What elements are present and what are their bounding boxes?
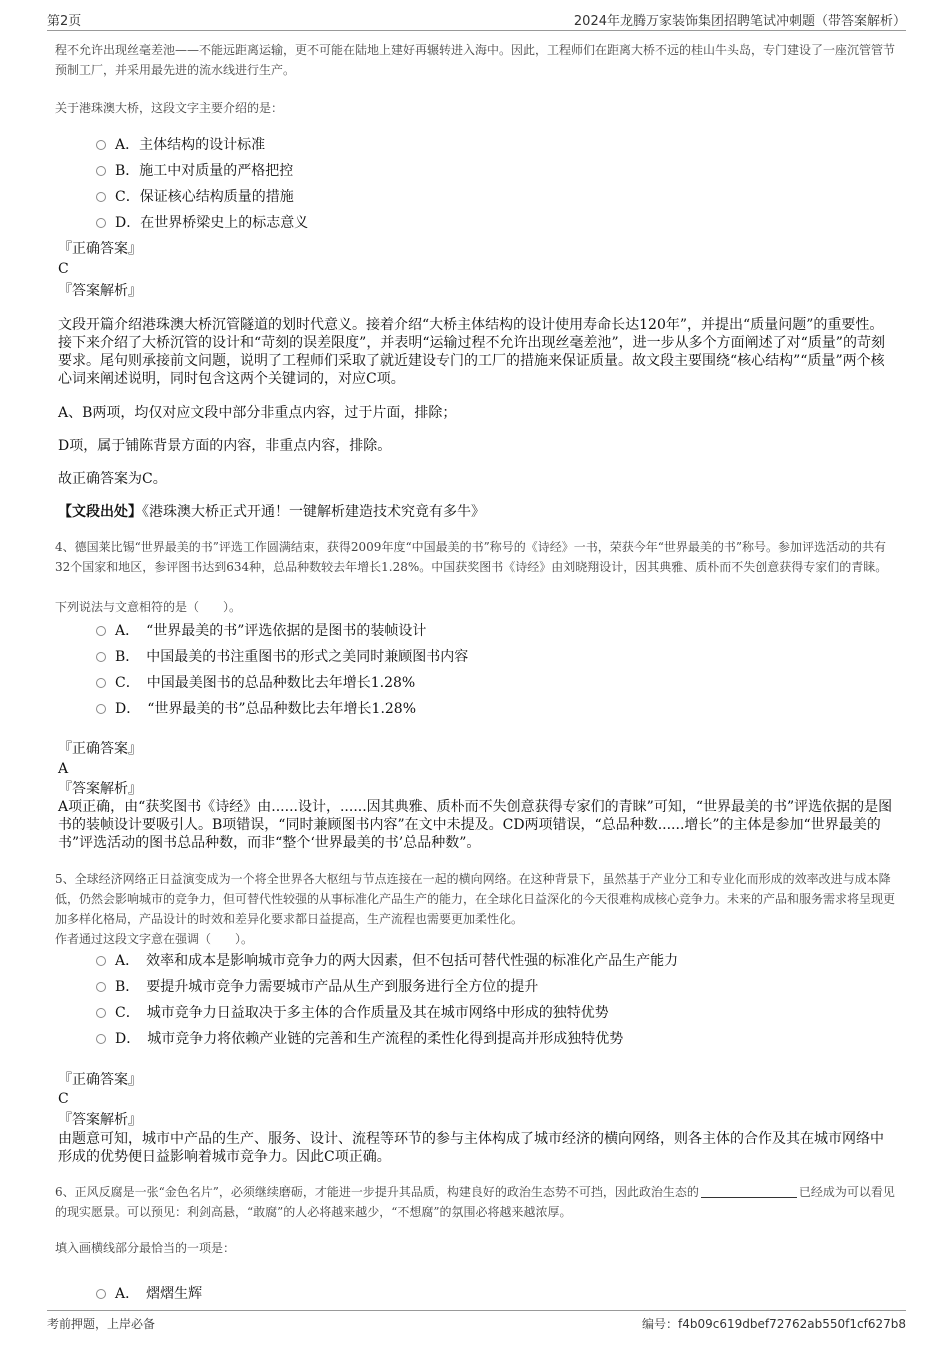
q4-answer: A (58, 761, 69, 777)
radio-icon[interactable] (96, 704, 106, 714)
q4-answer-label: 『正确答案』 (58, 741, 142, 757)
radio-icon[interactable] (96, 956, 106, 966)
q6-option-a[interactable]: A． 熠熠生辉 (96, 1285, 202, 1303)
q5-analysis-label: 『答案解析』 (58, 1112, 142, 1128)
q3-option-b[interactable]: B．施工中对质量的严格把控 (96, 162, 293, 180)
radio-icon[interactable] (96, 652, 106, 662)
q5-passage: 5、全球经济网络正日益演变成为一个将全世界各大枢纽与节点连接在一起的横向网络。在这种背景下，虽然基于产业分工和专业化而形成的效率改进与成本降低，仍然会影响城市的竞争力，但可替代性较强的从事标准化产品生产的能力，在全球化日益深化的今天很难构成核心竞争力。未来的产品和服务需求将呈现更加多样化格局，产品设计的时效和差异化要求都日益提高，生产流程也需要更加柔性化。 (55, 872, 896, 926)
page-footer (47, 1310, 906, 1331)
radio-icon[interactable] (96, 1008, 106, 1018)
page-number: 第2页 (47, 14, 82, 29)
radio-icon[interactable] (96, 1034, 106, 1044)
q4-option-d[interactable]: D． “世界最美的书”总品种数比去年增长1.28% (96, 700, 416, 718)
q3-passage-tail: 程不允许出现丝毫差池——不能远距离运输，更不可能在陆地上建好再辗转进入海中。因此，工程师们在距离大桥不远的桂山牛头岛，专门建设了一座沉管管节预制工厂，并采用最先进的流水线进行生产。 (55, 43, 896, 77)
q4-analysis: A项正确，由“获奖图书《诗经》由......设计，......因其典雅、质朴而不失创意获得专家们的青睐”可知，“世界最美的书”评选依据的是图书的装帧设计要吸引人。B项错误，“同时兼顾图书内容”在文中未提及。CD两项错误，“总品种数......增长”的主体是参加“世界最美的书”评选活动的图书总品种数，而非“整个‘世界最美的书’总品种数”。 (58, 799, 893, 851)
q3-analysis-3: D项，属于铺陈背景方面的内容，非重点内容，排除。 (58, 438, 392, 454)
q6-passage: 6、正风反腐是一张“金色名片”，必须继续磨砺，才能进一步提升其品质，构建良好的政治生态势不可挡，因此政治生态的 已经成为可以看见的现实愿景。可以预见：利剑高悬，“敢腐”的人必将越来越少，“不想腐”的氛围必将越来越浓厚。 (55, 1185, 895, 1219)
q5-analysis: 由题意可知，城市中产品的生产、服务、设计、流程等环节的参与主体构成了城市经济的横向网络，则各主体的合作及其在城市网络中形成的优势便日益影响着城市竞争力。因此C项正确。 (58, 1131, 884, 1165)
q5-stem: 作者通过这段文字意在强调（ ）。 (55, 932, 254, 946)
radio-icon[interactable] (96, 192, 106, 202)
radio-icon[interactable] (96, 982, 106, 992)
radio-icon[interactable] (96, 166, 106, 176)
q3-option-a[interactable]: A．主体结构的设计标准 (96, 136, 265, 154)
page-header (47, 6, 906, 31)
q3-analysis-1: 文段开篇介绍港珠澳大桥沉管隧道的划时代意义。接着介绍“大桥主体结构的设计使用寿命长达120年”，并提出“质量问题”的重要性。接下来介绍了大桥沉管的设计和“苛刻的误差限度”，并表明“运输过程不允许出现丝毫差池”，进一步从多个方面阐述了对“质量”的苛刻要求。尾句则承接前文问题，说明了工程师们采取了就近建设专门的工厂的措施来保证质量。故文段主要围绕“核心结构”“质量”两个核心词来阐述说明，同时包含这两个关键词的，对应C项。 (58, 317, 885, 387)
source-label: 【文段出处】 (58, 504, 142, 520)
q4-stem: 下列说法与文意相符的是（ ）。 (55, 600, 242, 614)
q4-option-c[interactable]: C． 中国最美图书的总品种数比去年增长1.28% (96, 674, 415, 692)
document-serial: 编号：f4b09c619dbef72762ab550f1cf627b8 (642, 1317, 906, 1331)
q5-option-b[interactable]: B． 要提升城市竞争力需要城市产品从生产到服务进行全方位的提升 (96, 978, 538, 996)
q6-stem: 填入画横线部分最恰当的一项是： (55, 1241, 236, 1255)
q3-analysis-label: 『答案解析』 (58, 283, 142, 299)
q3-answer: C (58, 261, 69, 277)
source-title: 《港珠澳大桥正式开通！一键解析建造技术究竟有多牛》 (142, 504, 485, 520)
q5-option-c[interactable]: C． 城市竞争力日益取决于多主体的合作质量及其在城市网络中形成的独特优势 (96, 1004, 609, 1022)
q3-analysis-4: 故正确答案为C。 (58, 471, 167, 487)
document-title: 2024年龙腾万家装饰集团招聘笔试冲刺题（带答案解析） (573, 14, 906, 29)
q4-option-a[interactable]: A． “世界最美的书”评选依据的是图书的装帧设计 (96, 622, 426, 640)
q5-option-d[interactable]: D． 城市竞争力将依赖产业链的完善和生产流程的柔性化得到提高并形成独特优势 (96, 1030, 623, 1048)
q3-source (58, 503, 893, 521)
radio-icon[interactable] (96, 678, 106, 688)
q4-passage: 4、德国莱比锡“世界最美的书”评选工作圆满结束，获得2009年度“中国最美的书”称号的《诗经》一书，荣获今年“世界最美的书”称号。参加评选活动的共有32个国家和地区，参评图书达到634种，总品种数较去年增长1.28%。中国获奖图书《诗经》由刘晓翔设计，因其典雅、质朴而不失创意获得专家们的青睐。 (55, 540, 888, 574)
q3-option-c[interactable]: C．保证核心结构质量的措施 (96, 188, 294, 206)
q4-option-b[interactable]: B． 中国最美的书注重图书的形式之美同时兼顾图书内容 (96, 648, 468, 666)
radio-icon[interactable] (96, 1289, 106, 1299)
q3-option-d[interactable]: D．在世界桥梁史上的标志意义 (96, 214, 308, 232)
fill-in-blank (701, 1185, 797, 1198)
q5-answer: C (58, 1091, 69, 1107)
radio-icon[interactable] (96, 140, 106, 150)
footer-slogan: 考前押题，上岸必备 (47, 1317, 156, 1331)
q4-analysis-label: 『答案解析』 (58, 781, 142, 797)
radio-icon[interactable] (96, 218, 106, 228)
radio-icon[interactable] (96, 626, 106, 636)
q3-analysis-2: A、B两项，均仅对应文段中部分非重点内容，过于片面，排除； (58, 405, 457, 421)
q5-answer-label: 『正确答案』 (58, 1072, 142, 1088)
q3-answer-label: 『正确答案』 (58, 241, 142, 257)
q3-stem: 关于港珠澳大桥，这段文字主要介绍的是： (55, 101, 284, 115)
q5-option-a[interactable]: A． 效率和成本是影响城市竞争力的两大因素，但不包括可替代性强的标准化产品生产能力 (96, 952, 678, 970)
